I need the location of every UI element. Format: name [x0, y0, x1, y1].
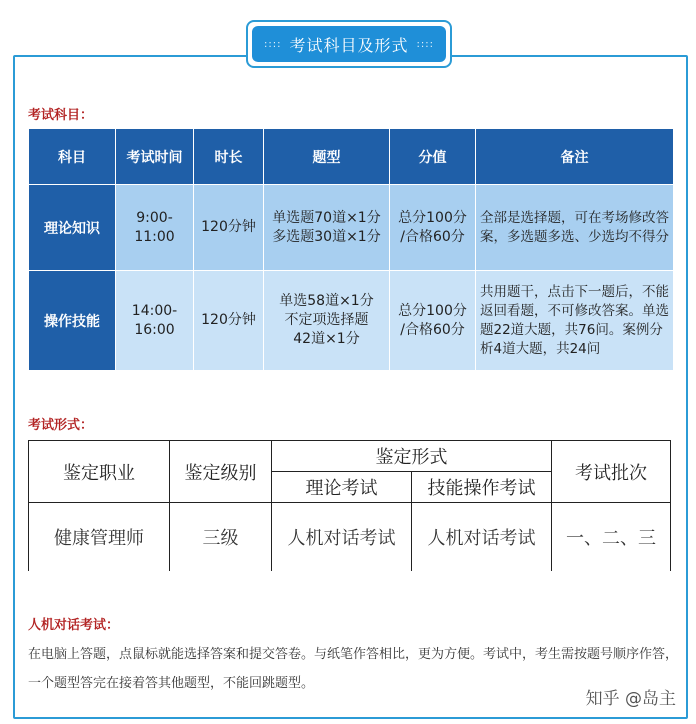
description-text: 在电脑上答题，点鼠标就能选择答案和提交答卷。与纸笔作答相比，更为方便。考试中，考生需按题号顺序作答，一个题型答完在接着答其他题型，不能回跳题型。	[28, 647, 679, 691]
banner-dots-left: ::::	[264, 38, 282, 50]
score-total: 总分100分	[398, 209, 467, 226]
subjects-table	[28, 128, 674, 371]
subjects-header-row	[29, 129, 674, 185]
header-batch: 考试批次	[552, 441, 671, 503]
banner-title: 考试科目及形式	[289, 35, 409, 55]
time-start: 9:00-	[136, 209, 173, 226]
occupation-cell: 健康管理师	[29, 503, 170, 571]
watermark: 知乎 @岛主	[585, 689, 676, 709]
duration-cell: 120分钟	[194, 185, 264, 271]
time-cell	[116, 271, 194, 371]
time-end: 11:00	[134, 228, 175, 245]
header-type: 题型	[264, 129, 390, 185]
type-line: 单选题70道×1分	[272, 209, 381, 226]
batch-cell: 一、二、三	[552, 503, 671, 571]
theory-cell: 人机对话考试	[272, 503, 412, 571]
time-start: 14:00-	[131, 302, 178, 319]
time-cell	[116, 185, 194, 271]
subject-cell: 理论知识	[29, 185, 116, 271]
section-title-subjects: 考试科目：	[28, 108, 94, 123]
header-level: 鉴定级别	[170, 441, 272, 503]
banner-inner	[252, 26, 446, 62]
type-line: 单选58道×1分	[279, 293, 374, 309]
banner-dots-right: ::::	[416, 38, 434, 50]
header-theory: 理论考试	[272, 472, 412, 503]
section-title-form: 考试形式：	[28, 418, 94, 433]
skill-cell: 人机对话考试	[412, 503, 552, 571]
note-cell: 共用题干，点击下一题后，不能返回看题，不可修改答案。单选题22道大题，共76问。案例分析4道大题，共24问	[476, 271, 674, 371]
table-row	[29, 185, 674, 271]
type-cell	[264, 185, 390, 271]
form-header-row	[29, 441, 671, 472]
header-subject: 科目	[29, 129, 116, 185]
type-line: 42道×1分	[293, 331, 360, 347]
banner	[246, 20, 452, 68]
section-title-hci: 人机对话考试：	[28, 618, 120, 633]
type-line: 多选题30道×1分	[272, 228, 381, 245]
header-occupation: 鉴定职业	[29, 441, 170, 503]
note-cell: 全部是选择题，可在考场修改答案，多选题多选、少选均不得分	[476, 185, 674, 271]
table-row	[29, 503, 671, 571]
duration-cell: 120分钟	[194, 271, 264, 371]
level-cell: 三级	[170, 503, 272, 571]
header-duration: 时长	[194, 129, 264, 185]
score-pass: /合格60分	[400, 228, 465, 245]
header-skill: 技能操作考试	[412, 472, 552, 503]
score-pass: /合格60分	[400, 321, 465, 338]
type-cell	[264, 271, 390, 371]
subject-cell: 操作技能	[29, 271, 116, 371]
time-end: 16:00	[134, 321, 175, 338]
score-cell	[390, 271, 476, 371]
table-row	[29, 271, 674, 371]
header-time: 考试时间	[116, 129, 194, 185]
score-cell	[390, 185, 476, 271]
type-line: 不定项选择题	[284, 312, 369, 328]
header-score: 分值	[390, 129, 476, 185]
header-form: 鉴定形式	[272, 441, 552, 472]
form-table	[28, 440, 671, 571]
header-note: 备注	[476, 129, 674, 185]
score-total: 总分100分	[398, 302, 467, 319]
